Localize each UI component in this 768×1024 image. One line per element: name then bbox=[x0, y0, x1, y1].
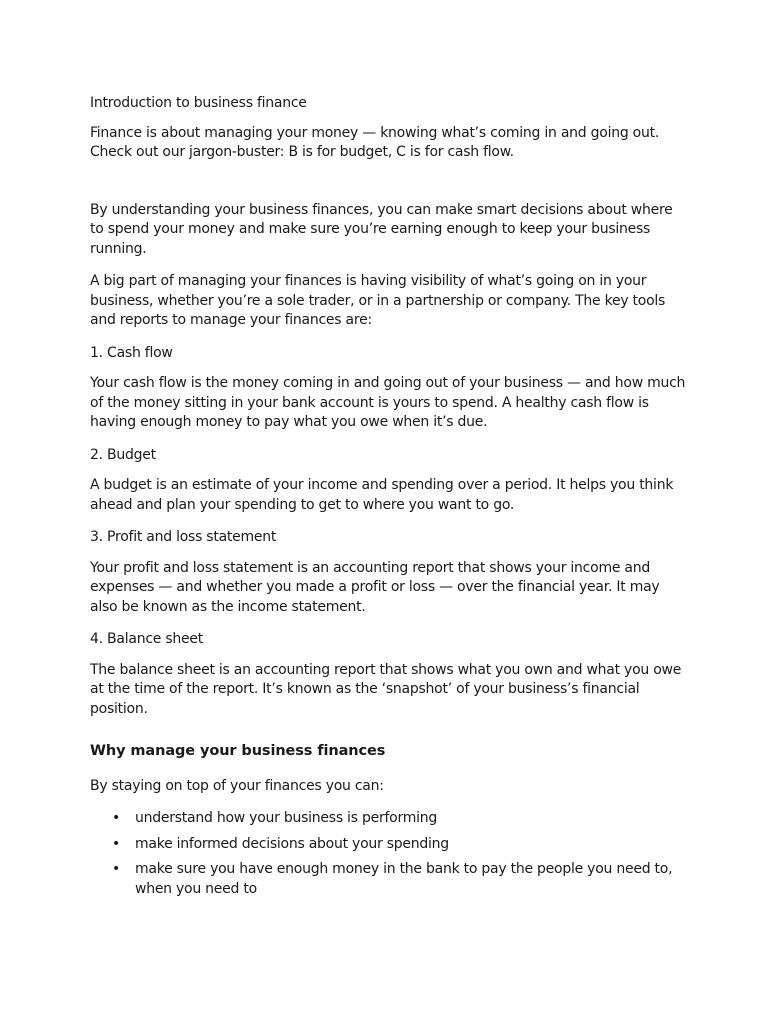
list-item-text: make informed decisions about your spending bbox=[135, 835, 449, 852]
document-page bbox=[90, 94, 690, 905]
why-manage-heading: Why manage your business finances bbox=[90, 743, 386, 759]
budget-text: A budget is an estimate of your income and spending over a period. It helps you think ahead and plan your spending to get to where you want to go. bbox=[90, 477, 674, 513]
bullet-icon: • bbox=[112, 835, 121, 852]
list-item bbox=[90, 809, 690, 829]
intro-paragraph: Finance is about managing your money — knowing what’s coming in and going out. Check out our jargon-buster: B is for budget, C is for cash flow. bbox=[90, 124, 660, 160]
list-item-text: make sure you have enough money in the bank to pay the people you need to, when you need to bbox=[135, 861, 673, 897]
profit-loss-heading: 3. Profit and loss statement bbox=[90, 529, 277, 545]
balance-sheet-heading: 4. Balance sheet bbox=[90, 631, 203, 647]
benefits-list bbox=[90, 809, 690, 899]
profit-loss-text: Your profit and loss statement is an accounting report that shows your income and expenses — and whether you made a profit or loss — over the financial year. It may also be known as the income statement. bbox=[90, 559, 660, 615]
balance-sheet-text: The balance sheet is an accounting report that shows what you own and what you owe at the time of the report. It’s known as the ‘snapshot’ of your business’s financial position. bbox=[90, 661, 682, 717]
document-title: Introduction to business finance bbox=[90, 95, 307, 111]
visibility-paragraph: A big part of managing your finances is having visibility of what’s going on in your business, whether you’re a sole trader, or in a partnership or company. The key tools and reports to manage your finances are: bbox=[90, 273, 666, 328]
why-manage-intro: By staying on top of your finances you can: bbox=[90, 777, 384, 794]
bullet-icon: • bbox=[112, 810, 121, 826]
list-item bbox=[90, 860, 690, 899]
understanding-paragraph: By understanding your business finances, you can make smart decisions about where to spend your money and make sure you’re earning enough to keep your business running. bbox=[90, 201, 673, 257]
cash-flow-text: Your cash flow is the money coming in and going out of your business — and how much of the money sitting in your bank account is yours to spend. A healthy cash flow is having enough money to pay what you owe when it’s due. bbox=[90, 375, 686, 430]
list-item-text: understand how your business is performing bbox=[135, 810, 437, 826]
bullet-icon: • bbox=[112, 861, 121, 877]
budget-heading: 2. Budget bbox=[90, 446, 156, 463]
list-item bbox=[90, 835, 690, 855]
cash-flow-heading: 1. Cash flow bbox=[90, 344, 173, 361]
